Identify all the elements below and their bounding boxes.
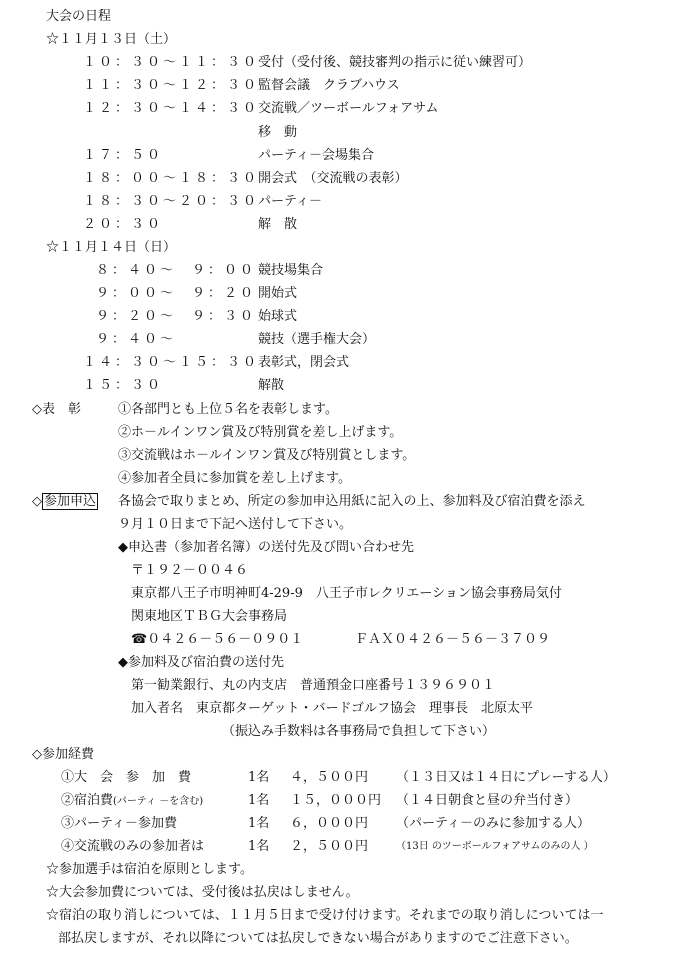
cost-amount-2: １５，０００円 [290,793,382,808]
cost-name-4 [61,838,204,857]
account-holder: 加入者名 東京都ターゲット・バードゴルフ協会 理事長 北原太平 [131,701,533,716]
schedule-heading: 大会の日程 [46,9,112,24]
day1-desc-5: パーティ－会場集合 [258,148,374,163]
day1-desc-3: 交流戦／ツーボールフォアサム [258,101,439,116]
day2-desc-1: 競技場集合 [258,263,324,278]
fee-note: （振込み手数料は各事務局で負担して下さい） [222,724,496,739]
payment-heading: ◆参加料及び宿泊費の送付先 [118,655,284,670]
cost-name-2 [61,792,203,811]
office-name: 関東地区ＴＢＧ大会事務局 [131,609,288,624]
day2-desc-4: 競技（選手権大会） [258,332,376,347]
day2-label: ☆１１月１４日（日） [46,240,177,255]
application-label [32,493,98,511]
cost-name-2-text: ②宿泊費 [61,793,114,808]
cost-amount-4: ２，５００円 [290,839,369,854]
cost-name-1-text: ①大 会 参 加 費 [61,770,192,785]
note-3: ☆宿泊の取り消しについては、１１月５日まで受け付けます。それまでの取り消しについては一 [46,908,604,923]
day2-time-3: ９：２０〜 ９：３０ [96,309,257,324]
day1-desc-8: 解 散 [258,217,298,232]
day2-time-2: ９：００〜 ９：２０ [96,286,257,301]
day1-desc-7: パーティ－ [258,194,322,209]
application-text-1: 各協会で取りまとめ、所定の参加申込用紙に記入の上、参加料及び宿泊費を添え [118,494,586,509]
day1-time-3: １２：３０〜１４：３０ [83,101,260,116]
day1-desc-4: 移 動 [258,125,298,140]
day2-time-5: １４：３０〜１５：３０ [83,355,260,370]
postal-code: 〒１９２－００４６ [131,563,249,578]
address: 東京都八王子市明神町4-29-9 八王子市レクリエーション協会事務局気付 [131,586,562,601]
application-label-box: 参加申込 [44,494,97,509]
day2-desc-3: 始球式 [258,309,298,324]
day2-time-6: １５：３０ [83,378,164,393]
day1-time-2: １１：３０〜１２：３０ [83,78,260,93]
award-item-1: ①各部門とも上位５名を表彰します。 [118,402,338,417]
award-item-3: ③交流戦はホ－ルインワン賞及び特別賞とします。 [118,448,416,463]
cost-count-1: 1名 [248,770,270,785]
day1-time-8: ２０：３０ [83,217,164,232]
bank-account: 第一勧業銀行、丸の内支店 普通預金口座番号１３９６９０１ [131,678,496,693]
award-item-4: ④参加者全員に参加賞を差し上げます。 [118,471,351,486]
cost-note-4: （13日 のツーボールフォアサムのみの人 ） [396,841,594,852]
day2-time-1: ８：４０〜 ９：００ [96,263,257,278]
day2-desc-5: 表彰式，閉会式 [258,355,350,370]
day1-time-1: １０：３０〜１１：３０ [83,55,260,70]
fax-number: ＦＡＸ０４２６－５６－３７０９ [355,632,551,647]
award-item-2: ②ホ－ルインワン賞及び特別賞を差し上げます。 [118,425,403,440]
tel-number: ☎０４２６－５６－０９０１ [131,632,304,647]
day1-desc-1: 受付（受付後、競技審判の指示に従い練習可） [258,55,532,70]
costs-label: ◇参加経費 [32,747,94,762]
note-4: 部払戻しますが、それ以降については払戻しできない場合がありますのでご注意下さい。 [58,931,578,946]
note-1: ☆参加選手は宿泊を原則とします。 [46,862,253,877]
cost-note-2: （１４日朝食と昼の弁当付き） [396,793,579,808]
day2-desc-6: 解散 [258,378,285,393]
cost-name-2-note: (パーティ －を含む) [113,796,204,807]
cost-note-1: （１３日又は１４日にプレーする人） [396,770,616,785]
day1-desc-2: 監督会議 クラブハウス [258,78,400,93]
day1-time-6: １８：００〜１８：３０ [83,171,260,186]
cost-note-3: （パーティ－のみに参加する人） [396,816,590,831]
cost-count-4: 1名 [248,839,270,854]
day1-time-7: １８：３０〜２０：３０ [83,194,260,209]
cost-amount-1: ４，５００円 [290,770,369,785]
cost-count-2: 1名 [248,793,270,808]
cost-name-3-text: ③パーティ－参加費 [61,816,177,831]
application-text-2: ９月１０日まで下記へ送付して下さい。 [118,517,353,532]
cost-amount-3: ６，０００円 [290,816,369,831]
day1-desc-6: 開会式 （交流戦の表彰） [258,171,408,186]
note-2: ☆大会参加費については、受付後は払戻はしません。 [46,885,359,900]
contact-heading: ◆申込書（参加者名簿）の送付先及び問い合わせ先 [118,540,414,555]
day1-label: ☆１１月１３日（土） [46,32,177,47]
awards-label: ◇表 彰 [32,402,81,417]
day2-time-4: ９：４０〜 [96,332,177,347]
day1-time-5: １７：５０ [83,148,164,163]
cost-name-4-text: ④交流戦のみの参加者は [61,839,205,854]
cost-name-3 [61,815,177,834]
day2-desc-2: 開始式 [258,286,298,301]
cost-name-1 [61,769,191,788]
cost-count-3: 1名 [248,816,270,831]
application-label-mark: ◇ [32,494,42,509]
